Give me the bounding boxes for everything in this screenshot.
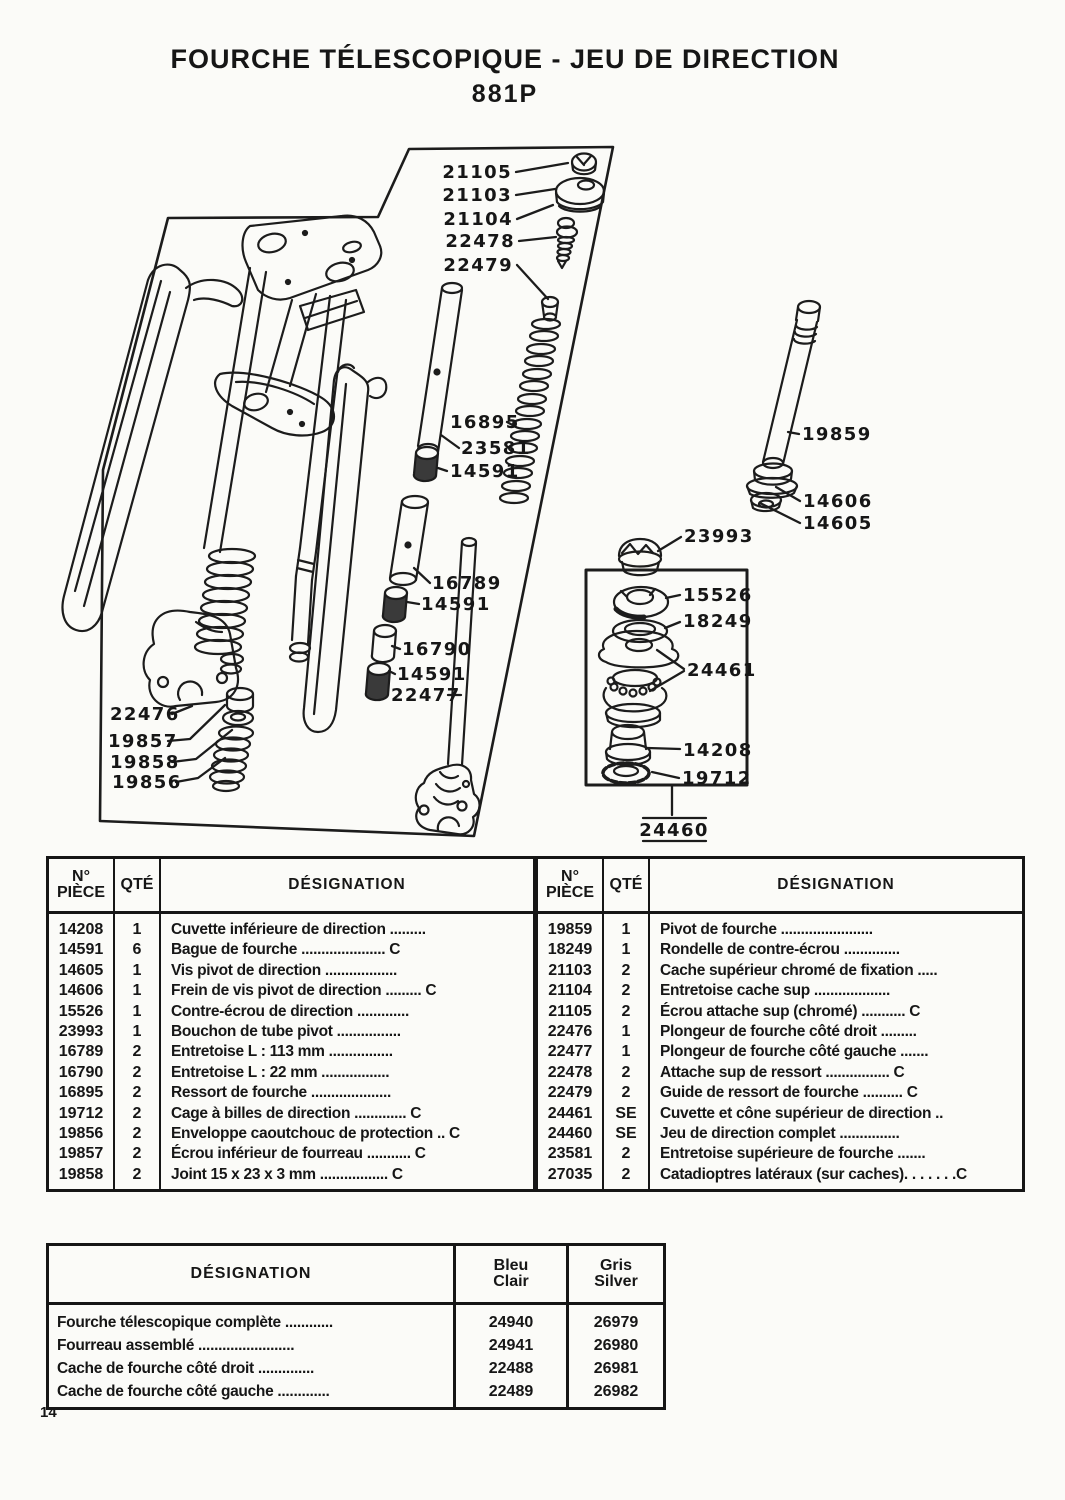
cell-qty: 1 [603, 1022, 649, 1042]
fork-crown-drawing [144, 216, 382, 707]
cell-piece: 23993 [49, 1022, 114, 1042]
table-row [49, 981, 533, 1001]
cell-designation: Vis pivot de direction .................. [171, 961, 397, 979]
header-qty: QTÉ [603, 859, 649, 913]
table-row [538, 1002, 1022, 1022]
cell-designation: Bague de fourche ..................... C [171, 941, 401, 959]
cell-piece: 22478 [538, 1063, 603, 1083]
cell-qty: 2 [114, 1063, 160, 1083]
cell-qty: 1 [603, 913, 649, 941]
cell-piece: 21103 [538, 961, 603, 981]
cell-piece: 19859 [538, 913, 603, 941]
cell-qty: 1 [114, 981, 160, 1001]
part-label-21103: 21103 [442, 185, 512, 206]
cell-piece: 16789 [49, 1042, 114, 1062]
header-designation: DÉSIGNATION [160, 859, 533, 913]
cell-qty: 2 [603, 1165, 649, 1189]
cell-gris: 26981 [593, 1360, 639, 1377]
header-piece: N° PIÈCE [49, 859, 114, 913]
cell-qty: SE [603, 1124, 649, 1144]
table-row [49, 940, 533, 960]
table-row [49, 913, 533, 941]
cell-piece: 19858 [49, 1165, 114, 1189]
part-label-21104: 21104 [443, 209, 513, 230]
part-label-24460: 24460 [639, 820, 709, 841]
cell-bleu: 24941 [455, 1334, 568, 1357]
cell-qty: 2 [114, 1124, 160, 1144]
page-subtitle: 881P [471, 80, 539, 108]
header-designation: DÉSIGNATION [649, 859, 1022, 913]
header-designation: DÉSIGNATION [49, 1246, 455, 1304]
part-label-22478: 22478 [445, 231, 515, 252]
table-row [49, 1334, 663, 1357]
boot-and-seals-drawing [210, 688, 253, 791]
cell-bleu: 24940 [455, 1304, 568, 1335]
cell-piece: 14591 [49, 940, 114, 960]
cell-qty: 1 [603, 1042, 649, 1062]
cell-designation: Jeu de direction complet ............... [660, 1125, 900, 1143]
cell-qty: 2 [603, 1144, 649, 1164]
cell-designation: Fourreau assemblé ........................ [49, 1334, 455, 1357]
table-row [49, 1042, 533, 1062]
table-row [538, 981, 1022, 1001]
table-row [538, 1124, 1022, 1144]
cell-designation: Cage à billes de direction ............. C [171, 1104, 422, 1122]
cell-designation: Joint 15 x 23 x 3 mm ................. C [171, 1165, 403, 1183]
cell-designation: Contre-écrou de direction ............. [171, 1002, 410, 1020]
part-label-16789: 16789 [432, 573, 502, 594]
cell-piece: 19857 [49, 1144, 114, 1164]
cell-designation: Cache de fourche côté gauche ............. [49, 1380, 455, 1407]
cell-designation: Catadioptres latéraux (sur caches). . . . . . .C [660, 1165, 967, 1183]
cell-designation: Écrou attache sup (chromé) ........... C [660, 1002, 921, 1020]
cell-qty: 1 [114, 1002, 160, 1022]
parts-table-header-row [538, 859, 1022, 913]
part-label-23581: 23581 [461, 438, 531, 459]
part-label-14591-b: 14591 [421, 594, 491, 615]
part-label-19857: 19857 [108, 731, 178, 752]
cell-qty: 2 [603, 981, 649, 1001]
part-label-14208: 14208 [683, 740, 753, 761]
header-gris-silver: Gris Silver [568, 1246, 664, 1304]
part-label-23993: 23993 [684, 526, 754, 547]
cell-designation: Cuvette inférieure de direction ......... [171, 921, 426, 938]
table-row [49, 961, 533, 981]
top-fasteners-drawing [556, 154, 604, 269]
header-bleu-clair: Bleu Clair [455, 1246, 568, 1304]
cell-designation: Entretoise supérieure de fourche ....... [660, 1145, 926, 1163]
table-row [538, 1042, 1022, 1062]
table-row [49, 1357, 663, 1380]
table-row [538, 1063, 1022, 1083]
part-label-24461: 24461 [687, 660, 757, 681]
part-label-15526: 15526 [683, 585, 753, 606]
table-row [538, 1104, 1022, 1124]
cell-bleu: 22489 [455, 1380, 568, 1407]
cell-designation: Plongeur de fourche côté droit ......... [660, 1023, 917, 1041]
cell-designation: Guide de ressort de fourche .......... C [660, 1084, 918, 1102]
part-label-16895: 16895 [450, 412, 520, 433]
cell-qty: 2 [603, 1083, 649, 1103]
parts-table-left-half [49, 859, 533, 1189]
cell-designation: Cache de fourche côté droit .............. [49, 1357, 455, 1380]
table-row [538, 1165, 1022, 1189]
part-label-18249: 18249 [683, 611, 753, 632]
color-variant-table [46, 1243, 666, 1410]
table-row [538, 940, 1022, 960]
table-row [49, 1304, 663, 1335]
cell-designation: Entretoise L : 22 mm ................. [171, 1063, 390, 1081]
cell-gris: 26982 [593, 1383, 639, 1400]
cell-piece: 22477 [538, 1042, 603, 1062]
variant-table-header-row [49, 1246, 663, 1304]
cell-designation: Bouchon de tube pivot ................ [171, 1023, 401, 1041]
part-label-14606: 14606 [803, 491, 873, 512]
cell-piece: 14605 [49, 961, 114, 981]
cell-qty: 1 [114, 961, 160, 981]
table-row [49, 1104, 533, 1124]
cell-piece: 24460 [538, 1124, 603, 1144]
cell-piece: 22479 [538, 1083, 603, 1103]
cell-designation: Plongeur de fourche côté gauche ....... [660, 1043, 929, 1061]
cell-piece: 14606 [49, 981, 114, 1001]
page-title: FOURCHE TÉLESCOPIQUE - JEU DE DIRECTION [170, 44, 840, 74]
part-label-22476: 22476 [110, 704, 180, 725]
cell-qty: SE [603, 1104, 649, 1124]
cell-designation: Frein de vis pivot de direction ......... C [171, 982, 437, 1000]
part-label-19712: 19712 [682, 768, 752, 789]
table-row [538, 1022, 1022, 1042]
cell-qty: 2 [603, 1063, 649, 1083]
cell-piece: 16895 [49, 1083, 114, 1103]
table-row [49, 1165, 533, 1189]
cell-qty: 1 [603, 940, 649, 960]
cell-designation: Entretoise L : 113 mm ................ [171, 1043, 393, 1061]
table-row [49, 1144, 533, 1164]
cell-qty: 1 [114, 913, 160, 941]
cell-qty: 2 [603, 1002, 649, 1022]
cell-qty: 6 [114, 940, 160, 960]
cell-qty: 2 [114, 1165, 160, 1189]
part-label-14591-c: 14591 [397, 664, 467, 685]
parts-table-right-half [533, 859, 1022, 1189]
part-label-19856: 19856 [112, 772, 182, 793]
page-number: 14 [40, 1404, 57, 1421]
table-row [538, 1083, 1022, 1103]
table-row [538, 913, 1022, 941]
cell-designation: Rondelle de contre-écrou .............. [660, 941, 900, 959]
header-qty: QTÉ [114, 859, 160, 913]
pivot-tube-drawing [747, 301, 820, 511]
cell-piece: 16790 [49, 1063, 114, 1083]
cell-designation: Ressort de fourche .................... [171, 1084, 391, 1102]
cell-designation: Attache sup de ressort ................ C [660, 1063, 905, 1081]
cell-piece: 14208 [49, 913, 114, 941]
table-row [49, 1124, 533, 1144]
cell-qty: 2 [114, 1144, 160, 1164]
cell-qty: 2 [114, 1083, 160, 1103]
cell-piece: 18249 [538, 940, 603, 960]
cell-piece: 24461 [538, 1104, 603, 1124]
cell-piece: 21105 [538, 1002, 603, 1022]
table-row [49, 1083, 533, 1103]
cell-designation: Fourche télescopique complète ............ [49, 1304, 455, 1335]
part-label-22477: 22477 [391, 685, 461, 706]
cell-piece: 21104 [538, 981, 603, 1001]
cell-designation: Pivot de fourche ....................... [660, 921, 873, 938]
parts-table-header-row [49, 859, 533, 913]
cell-gris: 26979 [593, 1314, 639, 1331]
table-row [49, 1380, 663, 1407]
table-row [538, 1144, 1022, 1164]
parts-table [46, 856, 1025, 1192]
table-row [49, 1063, 533, 1083]
cell-piece: 19856 [49, 1124, 114, 1144]
cell-bleu: 22488 [455, 1357, 568, 1380]
spacer-tubes-drawing [366, 283, 462, 700]
part-label-14605: 14605 [803, 513, 873, 534]
cell-designation: Cuvette et cône supérieur de direction .. [660, 1104, 944, 1122]
part-label-21105: 21105 [442, 162, 512, 183]
cell-gris: 26980 [593, 1337, 639, 1354]
cell-qty: 2 [603, 961, 649, 981]
cell-qty: 2 [114, 1104, 160, 1124]
cell-designation: Cache supérieur chromé de fixation ..... [660, 961, 938, 979]
cell-designation: Écrou inférieur de fourreau ........... C [171, 1145, 426, 1163]
table-row [49, 1002, 533, 1022]
part-label-16790: 16790 [402, 639, 472, 660]
cell-qty: 1 [114, 1022, 160, 1042]
part-label-19859: 19859 [802, 424, 872, 445]
cell-piece: 22476 [538, 1022, 603, 1042]
cell-piece: 27035 [538, 1165, 603, 1189]
table-row [49, 1022, 533, 1042]
header-piece: N° PIÈCE [538, 859, 603, 913]
part-label-22479: 22479 [443, 255, 513, 276]
cell-piece: 23581 [538, 1144, 603, 1164]
cell-designation: Enveloppe caoutchouc de protection .. C [171, 1125, 460, 1143]
cell-piece: 15526 [49, 1002, 114, 1022]
part-label-19858: 19858 [110, 752, 180, 773]
cell-qty: 2 [114, 1042, 160, 1062]
part-label-14591-a: 14591 [450, 461, 520, 482]
table-row [538, 961, 1022, 981]
cell-piece: 19712 [49, 1104, 114, 1124]
cell-designation: Entretoise cache sup ................... [660, 982, 891, 1000]
